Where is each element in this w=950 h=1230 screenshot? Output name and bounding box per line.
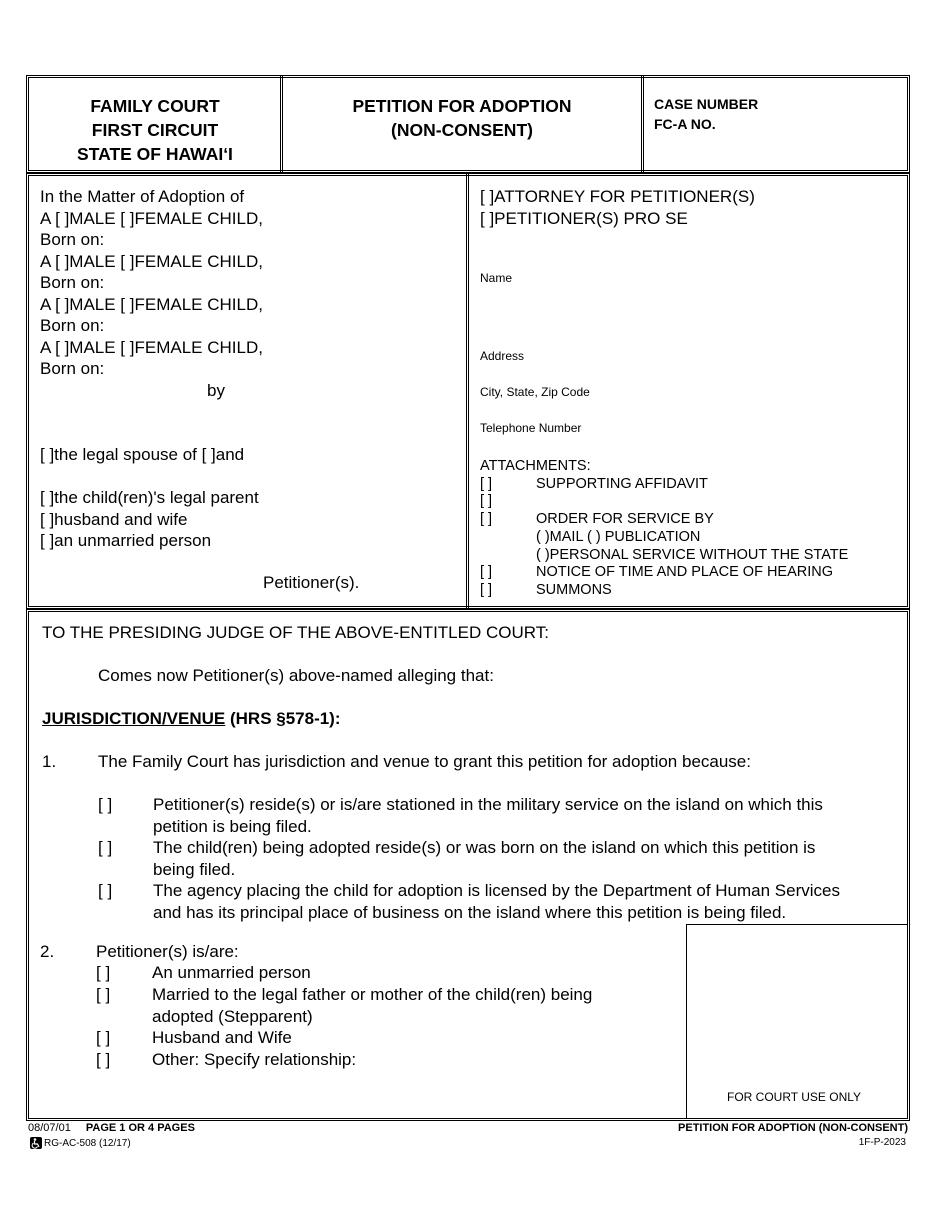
item2-option-text: An unmarried person xyxy=(152,963,311,982)
attachment-checkbox[interactable]: [ ] xyxy=(480,493,493,510)
footer-title: PETITION FOR ADOPTION (NON-CONSENT) xyxy=(678,1122,908,1134)
attachment-item[interactable] xyxy=(480,564,848,582)
option-line: Petitioner(s) reside(s) or is/are stationed in the military service on the island on which this xyxy=(153,795,823,814)
option-line: petition is being filed. xyxy=(153,816,312,836)
attachment-text: SUPPORTING AFFIDAVIT xyxy=(536,475,708,492)
court-line: STATE OF HAWAI‘I xyxy=(77,144,233,164)
footer-form-id-row xyxy=(30,1137,131,1150)
relation-option[interactable]: [ ]an unmarried person xyxy=(40,531,212,550)
option-line: and has its principal place of business on the island where this petition is being filed. xyxy=(153,902,787,922)
attachments-title: ATTACHMENTS: xyxy=(480,458,591,474)
attorney-option[interactable]: [ ]ATTORNEY FOR PETITIONER(S) xyxy=(480,187,755,206)
attachment-text: NOTICE OF TIME AND PLACE OF HEARING xyxy=(536,564,834,581)
attachment-item[interactable] xyxy=(480,529,848,547)
petitioners-label: Petitioner(s). xyxy=(263,573,360,592)
header-divider-2 xyxy=(641,75,644,173)
attachment-text: ORDER FOR SERVICE BY xyxy=(536,511,714,528)
footer-form-id: RG-AC-508 (12/17) xyxy=(44,1138,131,1149)
jurisdiction-heading xyxy=(42,708,341,730)
form-title xyxy=(284,94,640,142)
attachment-item[interactable] xyxy=(480,547,848,565)
spouse-line[interactable]: [ ]the legal spouse of [ ]and xyxy=(40,445,245,464)
jurisdiction-heading-text: JURISDICTION/VENUE xyxy=(42,709,226,728)
case-number xyxy=(654,94,758,134)
item2-option-box[interactable]: [ ] xyxy=(96,963,111,982)
footer-page: PAGE 1 OR 4 PAGES xyxy=(85,1122,195,1134)
item1-option-box[interactable]: [ ] xyxy=(98,881,113,900)
jurisdiction-cite: (HRS §578-1): xyxy=(225,709,341,728)
court-line: FAMILY COURT xyxy=(90,96,220,116)
option-line: Married to the legal father or mother of the child(ren) being xyxy=(152,985,593,1004)
item1-option-text xyxy=(153,837,815,880)
case-number-label: CASE NUMBER xyxy=(654,96,759,112)
matter-line: In the Matter of Adoption of xyxy=(40,187,245,206)
item2-option-box[interactable]: [ ] xyxy=(96,1028,111,1047)
footer-code: 1F-P-2023 xyxy=(858,1137,906,1148)
relation-option[interactable]: [ ]the child(ren)'s legal parent xyxy=(40,488,259,507)
matter-of-adoption xyxy=(40,186,460,380)
accessibility-icon xyxy=(30,1137,42,1149)
option-line: being filed. xyxy=(153,859,236,879)
by-text: by xyxy=(207,381,225,400)
attachment-checkbox[interactable]: [ ] xyxy=(480,511,493,528)
item1-number: 1. xyxy=(42,752,57,771)
phone-label: Telephone Number xyxy=(480,421,582,435)
caption-divider xyxy=(466,173,469,609)
born-on-line: Born on: xyxy=(40,316,105,335)
court-use-label: FOR COURT USE ONLY xyxy=(727,1090,862,1104)
attachment-checkbox[interactable]: [ ] xyxy=(480,581,493,598)
title-line: PETITION FOR ADOPTION xyxy=(352,96,572,116)
court-line: FIRST CIRCUIT xyxy=(91,120,219,140)
court-name xyxy=(30,94,280,166)
option-line: The agency placing the child for adoption is licensed by the Department of Human Services xyxy=(153,881,840,900)
attachment-text: SUMMONS xyxy=(536,581,612,598)
item1-text: The Family Court has jurisdiction and venue to grant this petition for adoption because: xyxy=(98,752,751,771)
item2-option-box[interactable]: [ ] xyxy=(96,1050,111,1069)
item1-option-text xyxy=(153,880,840,923)
child-gender-line[interactable]: A [ ]MALE [ ]FEMALE CHILD, xyxy=(40,208,263,228)
born-on-line: Born on: xyxy=(40,273,105,292)
item2-option-box[interactable]: [ ] xyxy=(96,985,111,1004)
item1-option-box[interactable]: [ ] xyxy=(98,795,113,814)
case-number-prefix: FC-A NO. xyxy=(654,116,716,132)
child-gender-line[interactable]: A [ ]MALE [ ]FEMALE CHILD, xyxy=(40,337,263,357)
attachment-item[interactable] xyxy=(480,582,848,600)
intro: Comes now Petitioner(s) above-named alleging that: xyxy=(98,666,494,685)
relation-options xyxy=(40,487,259,552)
court-use-box xyxy=(686,924,908,1118)
attachment-text[interactable]: ( )MAIL ( ) PUBLICATION xyxy=(536,528,701,545)
title-line: (NON-CONSENT) xyxy=(391,120,533,140)
header-divider-1 xyxy=(280,75,283,173)
attorney-options xyxy=(480,186,755,229)
name-label: Name xyxy=(480,271,513,285)
attachment-checkbox[interactable]: [ ] xyxy=(480,475,493,492)
attachment-item[interactable] xyxy=(480,511,848,529)
pro-se-option[interactable]: [ ]PETITIONER(S) PRO SE xyxy=(480,208,688,228)
option-line: The child(ren) being adopted reside(s) or was born on the island on which this petition is xyxy=(153,838,816,857)
attachment-checkbox[interactable]: [ ] xyxy=(480,564,493,581)
option-line: adopted (Stepparent) xyxy=(152,1006,313,1026)
salutation: TO THE PRESIDING JUDGE OF THE ABOVE-ENTITLED COURT: xyxy=(42,623,549,642)
item1-option-text xyxy=(153,794,823,837)
item2-option-text: Husband and Wife xyxy=(152,1028,292,1047)
item1-option-box[interactable]: [ ] xyxy=(98,838,113,857)
item2-option-text: Other: Specify relationship: xyxy=(152,1050,357,1069)
relation-option[interactable]: [ ]husband and wife xyxy=(40,509,188,529)
child-gender-line[interactable]: A [ ]MALE [ ]FEMALE CHILD, xyxy=(40,294,263,314)
attachments xyxy=(480,458,848,600)
city-label: City, State, Zip Code xyxy=(480,385,590,399)
born-on-line: Born on: xyxy=(40,230,105,249)
item2-option-text xyxy=(152,984,592,1027)
address-label: Address xyxy=(480,349,525,363)
attachment-item[interactable] xyxy=(480,476,848,494)
item2-number: 2. xyxy=(40,942,55,961)
attachment-text[interactable]: ( )PERSONAL SERVICE WITHOUT THE STATE xyxy=(536,546,849,563)
item2-text: Petitioner(s) is/are: xyxy=(96,942,239,961)
footer-left xyxy=(28,1122,195,1134)
child-gender-line[interactable]: A [ ]MALE [ ]FEMALE CHILD, xyxy=(40,251,263,271)
footer-date: 08/07/01 xyxy=(28,1122,71,1134)
born-on-line: Born on: xyxy=(40,359,105,378)
attachment-item[interactable] xyxy=(480,493,848,511)
